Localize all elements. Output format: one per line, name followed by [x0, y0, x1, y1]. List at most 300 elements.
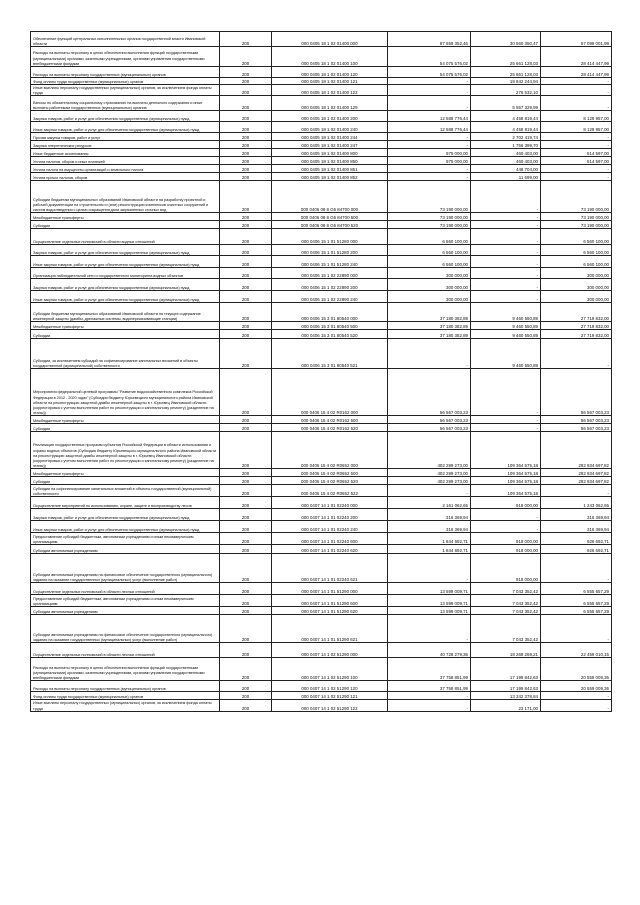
row-unexecuted: 20 559 009,36 [541, 681, 612, 692]
table-row [31, 268, 612, 279]
row-executed: 1 756 399,70 [471, 141, 541, 149]
row-name: Субсидии автономным учреждениям [31, 545, 220, 554]
row-executed: 25 661 128,03 [471, 47, 541, 67]
row-line-code: 200 [220, 141, 272, 149]
row-approved: 37 180 382,89 [388, 303, 471, 322]
row-name: Мероприятия федеральной целевой программы "Развитие водохозяйственного комплекса Российской Федерации в 2012 - 2020 годах" (Субсидия бюджету Юрьевецкого муниципального района Ивановской области на реконструкцию защитной дамбы инженерной защиты в г. Юрьевец Ивановской области (корректировка с учетом выполнения работ по реконструкции и капитальному ремонту) (разделение на этапы)) [31, 369, 220, 416]
row-executed: - [471, 424, 541, 432]
row-budget-code: 000 0405 18 1 02 01400 122 [272, 85, 388, 96]
row-name: Субсидии [31, 477, 220, 485]
row-budget-code: 000 0406 15 1 02 22890 200 [272, 279, 388, 291]
row-budget-code: 000 0407 14 1 01 02240 000 [272, 497, 388, 509]
row-approved: 37 758 851,99 [388, 681, 471, 692]
row-name: Обеспечение функций центральных исполнительных органов государственной власти Ивановской области [31, 32, 220, 47]
row-line-code: 200 [220, 279, 272, 291]
row-unexecuted: - [541, 692, 612, 700]
row-approved: - [388, 133, 471, 141]
row-name: Субсидии автономным учреждениям [31, 607, 220, 615]
row-approved: 56 567 003,23 [388, 416, 471, 424]
row-approved: 300 000,00 [388, 268, 471, 279]
row-budget-code: 000 0406 15 4 02 R0652 500 [272, 469, 388, 477]
row-name: Субсидии на софинансирование капитальных вложений в объекты государственной (муниципальной) собственности [31, 485, 220, 497]
row-unexecuted: 6 555 657,29 [541, 595, 612, 607]
row-unexecuted: 300 000,00 [541, 268, 612, 279]
row-executed: 109 364 575,18 [471, 469, 541, 477]
row-unexecuted: - [541, 615, 612, 643]
row-executed: 7 043 352,42 [471, 607, 541, 615]
row-name: Взносы по обязательному социальному страхованию на выплаты денежного содержания и иные выплаты работникам государственных (муниципальных) органов [31, 96, 220, 111]
row-budget-code: 000 0405 18 1 02 01400 129 [272, 96, 388, 111]
row-executed: 7 043 352,42 [471, 595, 541, 607]
row-approved: 300 000,00 [388, 279, 471, 291]
row-executed: 5 557 329,99 [471, 96, 541, 111]
row-budget-code: 000 0406 15 1 01 51280 000 [272, 229, 388, 245]
table-row [31, 509, 612, 521]
row-unexecuted: - [541, 133, 612, 141]
row-name: Иные бюджетные ассигнования [31, 149, 220, 157]
row-approved: 40 728 279,36 [388, 643, 471, 658]
row-unexecuted: 926 692,71 [541, 533, 612, 545]
table-row [31, 133, 612, 141]
row-budget-code: 000 0406 15 3 01 80540 500 [272, 322, 388, 330]
row-approved: - [388, 700, 471, 711]
row-executed: 2 702 419,74 [471, 133, 541, 141]
row-line-code: 200 [220, 229, 272, 245]
row-budget-code: 000 0407 14 1 01 02240 600 [272, 533, 388, 545]
row-line-code: 200 [220, 221, 272, 229]
row-budget-code: 000 0406 15 1 02 22890 240 [272, 291, 388, 303]
row-approved: - [388, 78, 471, 85]
row-name: Закупка товаров, работ и услуг для обеспечения государственных (муниципальных) нужд [31, 279, 220, 291]
row-name: Организация наблюдательной сети и государственного мониторинга водных объектов [31, 268, 220, 279]
row-budget-code: 000 0407 14 1 02 51290 122 [272, 700, 388, 711]
row-line-code: 200 [220, 533, 272, 545]
table-row [31, 339, 612, 369]
row-unexecuted: - [541, 78, 612, 85]
row-budget-code: 000 0407 14 1 02 51290 100 [272, 658, 388, 681]
row-approved: 13 599 009,71 [388, 595, 471, 607]
row-executed: 18 269 269,21 [471, 643, 541, 658]
row-line-code: 200 [220, 681, 272, 692]
row-name: Уплата прочих налогов, сборов [31, 173, 220, 181]
table-row [31, 291, 612, 303]
row-unexecuted: 6 555 657,29 [541, 607, 612, 615]
row-budget-code: 000 0406 15 4 02 R0652 000 [272, 432, 388, 469]
row-name: Иные выплаты персоналу государственных (муниципальных) органов, за исключением фонда оплаты труда [31, 700, 220, 711]
row-approved: 402 299 273,00 [388, 477, 471, 485]
row-unexecuted: 292 934 697,82 [541, 477, 612, 485]
row-budget-code: 000 0405 18 1 02 01400 120 [272, 67, 388, 78]
row-executed: 460 403,00 [471, 149, 541, 157]
row-unexecuted: 6 555 657,29 [541, 583, 612, 595]
table-row [31, 607, 612, 615]
row-unexecuted: 20 559 009,36 [541, 658, 612, 681]
row-name: Субсидии [31, 221, 220, 229]
row-executed: - [471, 291, 541, 303]
row-executed: 276 532,10 [471, 85, 541, 96]
row-unexecuted: 6 560 100,00 [541, 256, 612, 268]
row-executed: 460 403,00 [471, 157, 541, 165]
row-budget-code: 000 0406 15 4 02 R0162 000 [272, 369, 388, 416]
row-approved: 402 299 273,00 [388, 469, 471, 477]
table-row [31, 477, 612, 485]
row-unexecuted: - [541, 165, 612, 173]
row-unexecuted: 8 129 957,00 [541, 122, 612, 133]
table-row [31, 122, 612, 133]
row-approved: - [388, 85, 471, 96]
row-unexecuted: 292 934 697,82 [541, 469, 612, 477]
row-unexecuted: - [541, 339, 612, 369]
row-name: Прочая закупка товаров, работ и услуг [31, 133, 220, 141]
row-executed: - [471, 268, 541, 279]
table-row [31, 700, 612, 711]
row-name: Расходы на выплаты персоналу в целях обеспечения выполнения функций государственными (муниципальными) органами, казенными учреждениями, органами управления государственными внебюджетными фондами [31, 658, 220, 681]
row-approved: 6 560 100,00 [388, 256, 471, 268]
row-executed: - [471, 229, 541, 245]
row-executed: 109 364 575,18 [471, 477, 541, 485]
row-executed: - [471, 213, 541, 221]
table-row [31, 416, 612, 424]
row-name: Осуществление отдельных полномочий в области лесных отношений [31, 583, 220, 595]
row-executed: - [471, 181, 541, 213]
row-line-code: 200 [220, 165, 272, 173]
row-executed: 9 460 550,89 [471, 303, 541, 322]
row-executed: 9 460 550,89 [471, 339, 541, 369]
budget-table [30, 31, 612, 712]
row-unexecuted: 300 000,00 [541, 291, 612, 303]
row-name: Субсидии [31, 424, 220, 432]
row-line-code: 200 [220, 322, 272, 330]
row-executed: 918 000,00 [471, 533, 541, 545]
row-approved: 37 758 851,99 [388, 658, 471, 681]
row-executed: 19 842 244,94 [471, 78, 541, 85]
table-row [31, 157, 612, 165]
table-row [31, 78, 612, 85]
row-name: Иные выплаты персоналу государственных (муниципальных) органов, за исключением фонда оплаты труда [31, 85, 220, 96]
row-budget-code: 000 0405 18 1 02 01400 800 [272, 149, 388, 157]
row-approved: 975 000,00 [388, 157, 471, 165]
row-executed: 448 704,00 [471, 165, 541, 173]
row-unexecuted: 8 129 957,00 [541, 111, 612, 122]
row-executed: 11 699,00 [471, 173, 541, 181]
row-approved: 12 588 776,44 [388, 111, 471, 122]
row-unexecuted: - [541, 96, 612, 111]
row-line-code: 200 [220, 149, 272, 157]
row-executed: 109 364 575,18 [471, 432, 541, 469]
row-unexecuted: - [541, 485, 612, 497]
table-row [31, 330, 612, 339]
row-approved: 316 369,94 [388, 509, 471, 521]
row-name: Осуществление мероприятий по использованию, охране, защите и воспроизводству лесов [31, 497, 220, 509]
row-approved: - [388, 173, 471, 181]
row-budget-code: 000 0405 18 1 02 01400 850 [272, 157, 388, 165]
row-line-code: 200 [220, 339, 272, 369]
row-unexecuted: 22 459 010,15 [541, 643, 612, 658]
row-executed: 13 342 378,84 [471, 692, 541, 700]
row-unexecuted: 73 190 000,00 [541, 221, 612, 229]
row-name: Осуществление отдельных полномочий в области водных отношений [31, 229, 220, 245]
row-budget-code: 000 0407 14 1 02 51290 120 [272, 681, 388, 692]
row-budget-code: 000 0406 15 3 01 80540 520 [272, 330, 388, 339]
table-row [31, 369, 612, 416]
table-row [31, 111, 612, 122]
row-name: Субсидии автономным учреждениям на финансовое обеспечение государственного (муниципального) задания на оказание государственных (муниципальных) услуг (выполнение работ) [31, 615, 220, 643]
table-row [31, 173, 612, 181]
table-row [31, 615, 612, 643]
row-budget-code: 000 0406 15 1 02 22890 000 [272, 268, 388, 279]
row-line-code: 200 [220, 615, 272, 643]
row-approved: 73 190 000,00 [388, 213, 471, 221]
table-row [31, 256, 612, 268]
row-approved: 2 161 062,65 [388, 497, 471, 509]
row-unexecuted: 6 560 100,00 [541, 229, 612, 245]
table-row [31, 583, 612, 595]
row-line-code: 200 [220, 485, 272, 497]
table-row [31, 643, 612, 658]
row-line-code: 200 [220, 157, 272, 165]
row-line-code: 200 [220, 432, 272, 469]
row-name: Предоставление субсидий бюджетным, автономным учреждениям и иным некоммерческим организациям [31, 533, 220, 545]
row-name: Межбюджетные трансферты [31, 322, 220, 330]
row-approved: 6 560 100,00 [388, 229, 471, 245]
table-row [31, 521, 612, 533]
row-unexecuted: 57 099 001,99 [541, 32, 612, 47]
table-row [31, 67, 612, 78]
row-executed: 7 043 352,42 [471, 583, 541, 595]
row-budget-code: 000 0405 18 1 02 01400 851 [272, 165, 388, 173]
row-line-code: 200 [220, 469, 272, 477]
row-budget-code: 000 0405 18 1 02 01400 244 [272, 133, 388, 141]
row-name: Субсидии бюджетам муниципальных образований Ивановской области на разработку проектной и рабочей документации на строительство и (или) реконструкцию комплексов очистных сооружений и систем водоотведения с целью сокращения доли загрязненных сточных вод [31, 181, 220, 213]
row-approved: - [388, 96, 471, 111]
row-name: Расходы на выплаты персоналу государственных (муниципальных) органов [31, 67, 220, 78]
row-unexecuted: 56 567 003,23 [541, 424, 612, 432]
row-executed: - [471, 221, 541, 229]
row-executed: 17 199 842,63 [471, 658, 541, 681]
row-budget-code: 000 0407 14 1 01 51290 621 [272, 615, 388, 643]
row-name: Фонд оплаты труда государственных (муниципальных) органов [31, 78, 220, 85]
row-approved: 1 844 692,71 [388, 545, 471, 554]
row-unexecuted: 27 719 832,00 [541, 330, 612, 339]
row-executed: - [471, 256, 541, 268]
row-budget-code: 000 0405 18 1 02 01400 121 [272, 78, 388, 85]
table-row [31, 279, 612, 291]
table-row [31, 149, 612, 157]
row-unexecuted: 1 243 062,65 [541, 497, 612, 509]
row-approved: 402 299 273,00 [388, 432, 471, 469]
table-row [31, 181, 612, 213]
row-budget-code: 000 0406 08 8 G6 84700 500 [272, 213, 388, 221]
row-approved: 975 000,00 [388, 149, 471, 157]
row-approved: - [388, 692, 471, 700]
row-line-code: 200 [220, 256, 272, 268]
row-line-code: 200 [220, 78, 272, 85]
row-budget-code: 000 0407 14 1 01 02240 621 [272, 554, 388, 583]
row-executed: 4 458 819,44 [471, 122, 541, 133]
table-row [31, 497, 612, 509]
table-row [31, 165, 612, 173]
row-line-code: 200 [220, 303, 272, 322]
row-budget-code: 000 0406 08 8 G6 84700 520 [272, 221, 388, 229]
row-line-code: 200 [220, 497, 272, 509]
row-line-code: 200 [220, 416, 272, 424]
row-budget-code: 000 0406 15 3 01 80540 521 [272, 339, 388, 369]
row-unexecuted: 73 190 000,00 [541, 181, 612, 213]
table-row [31, 469, 612, 477]
row-line-code: 200 [220, 85, 272, 96]
row-approved: 73 190 000,00 [388, 221, 471, 229]
row-executed: 9 460 550,89 [471, 322, 541, 330]
row-executed: - [471, 245, 541, 256]
row-approved: 56 567 003,23 [388, 424, 471, 432]
row-executed: 918 000,00 [471, 554, 541, 583]
row-budget-code: 000 0406 15 4 02 R0652 522 [272, 485, 388, 497]
row-executed: 17 199 842,63 [471, 681, 541, 692]
row-unexecuted: 27 719 832,00 [541, 303, 612, 322]
row-name: Иные закупки товаров, работ и услуг для обеспечения государственных (муниципальных) нужд [31, 521, 220, 533]
row-executed: 918 000,00 [471, 497, 541, 509]
row-line-code: 200 [220, 96, 272, 111]
row-line-code: 200 [220, 521, 272, 533]
table-row [31, 47, 612, 67]
row-name: Субсидии бюджетам муниципальных образований Ивановской области на текущее содержание инженерной защиты (дамбы, дренажные системы, водоперекачивающие станции) [31, 303, 220, 322]
row-line-code: 200 [220, 67, 272, 78]
row-approved: 37 180 382,89 [388, 330, 471, 339]
table-row [31, 681, 612, 692]
row-budget-code: 000 0405 18 1 02 01400 247 [272, 141, 388, 149]
row-name: Закупка энергетических ресурсов [31, 141, 220, 149]
row-line-code: 200 [220, 424, 272, 432]
row-line-code: 200 [220, 268, 272, 279]
row-line-code: 200 [220, 173, 272, 181]
row-approved: 12 588 776,44 [388, 122, 471, 133]
row-name: Межбюджетные трансферты [31, 213, 220, 221]
row-line-code: 200 [220, 545, 272, 554]
table-row [31, 424, 612, 432]
row-unexecuted: 6 560 100,00 [541, 245, 612, 256]
row-executed: 109 364 575,18 [471, 485, 541, 497]
row-unexecuted: 73 190 000,00 [541, 213, 612, 221]
row-unexecuted: 926 692,71 [541, 545, 612, 554]
row-unexecuted: - [541, 141, 612, 149]
row-executed: 918 000,00 [471, 545, 541, 554]
row-approved: 300 000,00 [388, 291, 471, 303]
row-line-code: 200 [220, 509, 272, 521]
row-name: Закупка товаров, работ и услуг для обеспечения государственных (муниципальных) нужд [31, 245, 220, 256]
row-unexecuted: 28 414 447,99 [541, 47, 612, 67]
row-executed: - [471, 509, 541, 521]
row-unexecuted: 316 369,94 [541, 509, 612, 521]
row-line-code: 200 [220, 595, 272, 607]
table-row [31, 213, 612, 221]
row-unexecuted: - [541, 85, 612, 96]
row-budget-code: 000 0405 18 1 02 01400 100 [272, 47, 388, 67]
row-line-code: 200 [220, 330, 272, 339]
row-unexecuted: 28 414 447,99 [541, 67, 612, 78]
row-budget-code: 000 0406 15 4 02 R0652 520 [272, 477, 388, 485]
row-line-code: 200 [220, 213, 272, 221]
table-row [31, 658, 612, 681]
row-line-code: 200 [220, 692, 272, 700]
table-row [31, 229, 612, 245]
row-name: Осуществление отдельных полномочий в области лесных отношений [31, 643, 220, 658]
table-row [31, 554, 612, 583]
row-budget-code: 000 0407 14 1 01 51290 620 [272, 607, 388, 615]
row-unexecuted: 56 567 003,23 [541, 416, 612, 424]
row-line-code: 200 [220, 554, 272, 583]
row-line-code: 200 [220, 700, 272, 711]
row-name: Субсидии, за исключением субсидий на софинансирование капитальных вложений в объекты государственной (муниципальной) собственности [31, 339, 220, 369]
row-line-code: 200 [220, 369, 272, 416]
row-approved: - [388, 615, 471, 643]
row-line-code: 200 [220, 291, 272, 303]
row-name: Иные закупки товаров, работ и услуг для обеспечения государственных (муниципальных) нужд [31, 291, 220, 303]
table-row [31, 485, 612, 497]
row-name: Субсидии автономным учреждениям на финансовое обеспечение государственного (муниципального) задания на оказание государственных (муниципальных) услуг (выполнение работ) [31, 554, 220, 583]
row-line-code: 200 [220, 47, 272, 67]
row-approved: 1 844 692,71 [388, 533, 471, 545]
table-row [31, 32, 612, 47]
table-row [31, 141, 612, 149]
row-name: Уплата налога на имущество организаций и земельного налога [31, 165, 220, 173]
row-approved: 13 599 009,71 [388, 607, 471, 615]
row-approved: 87 659 352,46 [388, 32, 471, 47]
row-approved: 37 180 382,89 [388, 322, 471, 330]
table-row [31, 533, 612, 545]
row-line-code: 200 [220, 643, 272, 658]
row-budget-code: 000 0407 14 1 01 02240 620 [272, 545, 388, 554]
table-row [31, 595, 612, 607]
row-budget-code: 000 0405 18 1 02 01400 852 [272, 173, 388, 181]
row-line-code: 200 [220, 111, 272, 122]
row-executed: 9 460 550,89 [471, 330, 541, 339]
table-row [31, 221, 612, 229]
row-executed: 30 560 350,47 [471, 32, 541, 47]
row-name: Субсидии [31, 330, 220, 339]
table-row [31, 692, 612, 700]
row-approved: 54 075 576,02 [388, 47, 471, 67]
row-budget-code: 000 0407 14 1 01 51290 600 [272, 595, 388, 607]
row-approved: - [388, 485, 471, 497]
row-name: Уплата налогов, сборов и иных платежей [31, 157, 220, 165]
row-line-code: 200 [220, 32, 272, 47]
row-approved: 54 075 576,02 [388, 67, 471, 78]
row-unexecuted: - [541, 173, 612, 181]
table-row [31, 303, 612, 322]
row-approved: - [388, 165, 471, 173]
row-unexecuted: - [541, 554, 612, 583]
row-name: Предоставление субсидий бюджетным, автономным учреждениям и иным некоммерческим организациям [31, 595, 220, 607]
row-line-code: 200 [220, 122, 272, 133]
table-row [31, 96, 612, 111]
row-executed: - [471, 369, 541, 416]
row-budget-code: 000 0406 15 4 02 R0162 500 [272, 416, 388, 424]
row-line-code: 200 [220, 477, 272, 485]
row-line-code: 200 [220, 607, 272, 615]
row-unexecuted: 292 934 697,82 [541, 432, 612, 469]
row-executed: - [471, 521, 541, 533]
row-name: Расходы на выплаты персоналу в целях обеспечения выполнения функций государственными (муниципальными) органами, казенными учреждениями, органами управления государственными внебюджетными фондами [31, 47, 220, 67]
row-budget-code: 000 0407 14 1 02 51290 121 [272, 692, 388, 700]
table-row [31, 545, 612, 554]
row-budget-code: 000 0407 14 1 01 51290 000 [272, 583, 388, 595]
row-approved: 6 560 100,00 [388, 245, 471, 256]
row-executed: 23 171,00 [471, 700, 541, 711]
row-unexecuted: 27 719 832,00 [541, 322, 612, 330]
row-approved: 13 599 009,71 [388, 583, 471, 595]
row-budget-code: 000 0407 14 1 01 02240 200 [272, 509, 388, 521]
row-budget-code: 000 0405 18 1 02 01400 240 [272, 122, 388, 133]
